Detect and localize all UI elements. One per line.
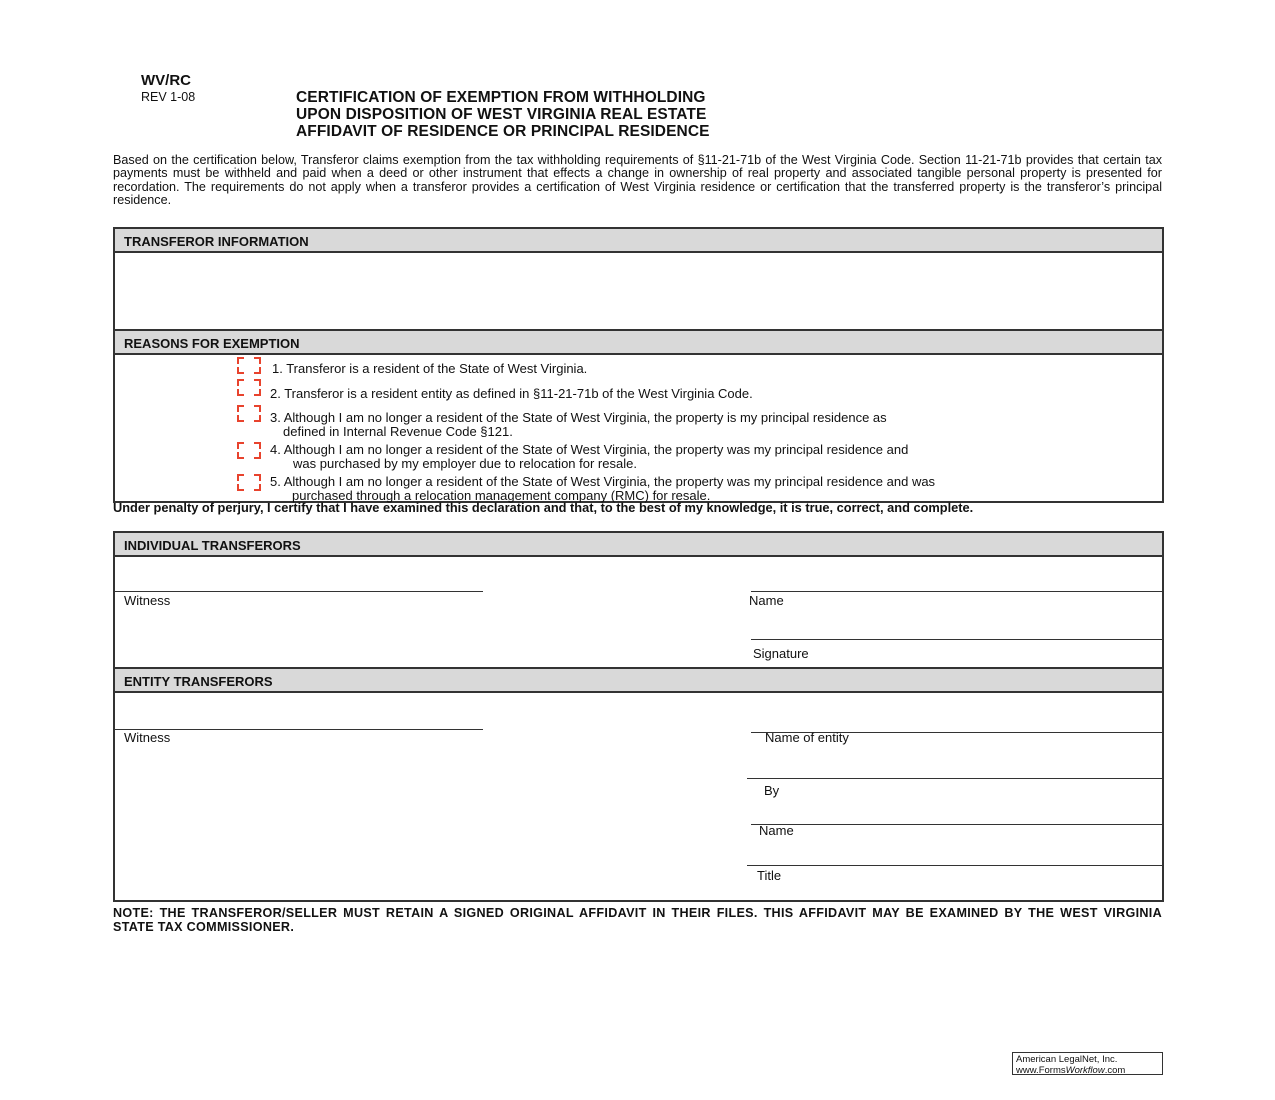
- entity-by-line[interactable]: [747, 778, 1162, 779]
- publisher-stamp: [1012, 1052, 1163, 1075]
- transferor-information-section: [113, 227, 1164, 332]
- entity-by-label: By: [764, 783, 780, 798]
- form-title-line-2: UPON DISPOSITION OF WEST VIRGINIA REAL ESTATE: [296, 106, 707, 123]
- individual-name-label: Name: [749, 593, 784, 608]
- entity-title-line[interactable]: [747, 865, 1162, 866]
- reason-3-checkbox[interactable]: [237, 405, 261, 422]
- entity-person-name-line[interactable]: [751, 824, 1162, 825]
- transferor-information-field[interactable]: [115, 253, 1162, 330]
- publisher-url: www.FormsWorkflow.com: [1016, 1065, 1126, 1076]
- entity-transferors-section: [113, 667, 1164, 902]
- individual-witness-line[interactable]: [115, 591, 483, 592]
- entity-person-name-label: Name: [759, 823, 794, 838]
- reason-5-checkbox[interactable]: [237, 474, 261, 491]
- individual-witness-label: Witness: [124, 593, 171, 608]
- form-revision: REV 1-08: [141, 90, 196, 104]
- form-title-line-3: AFFIDAVIT OF RESIDENCE OR PRINCIPAL RESIDENCE: [296, 123, 710, 140]
- reason-4-label: 4. Although I am no longer a resident of the State of West Virginia, the property was my principal residence and was purchased by my employer due to relocation for resale.: [270, 442, 909, 471]
- perjury-statement: Under penalty of perjury, I certify that I have examined this declaration and that, to the best of my knowledge, it is true, correct, and complete.: [113, 500, 974, 515]
- individual-signature-line[interactable]: [751, 639, 1162, 640]
- reason-4-checkbox[interactable]: [237, 442, 261, 459]
- section-heading: ENTITY TRANSFERORS: [115, 669, 1162, 693]
- reason-1-label: 1. Transferor is a resident of the State of West Virginia.: [272, 361, 588, 376]
- individual-transferors-section: [113, 531, 1164, 670]
- reasons-for-exemption-section: [113, 329, 1164, 503]
- reason-5-label: 5. Although I am no longer a resident of the State of West Virginia, the property was my principal residence and was purchased through a relocation management company (RMC) for resale.: [270, 474, 936, 503]
- retention-note: NOTE: THE TRANSFEROR/SELLER MUST RETAIN A SIGNED ORIGINAL AFFIDAVIT IN THEIR FILES. THIS AFFIDAVIT MAY BE EXAMINED BY THE WEST VIRGINIA STATE TAX COMMISSIONER.: [113, 906, 1162, 934]
- individual-signature-label: Signature: [753, 646, 809, 661]
- publisher-name: American LegalNet, Inc.: [1016, 1054, 1118, 1065]
- intro-paragraph: Based on the certification below, Transferor claims exemption from the tax withholding requirements of §11-21-71b of the West Virginia Code. Section 11-21-71b provides that certain tax payments must be withheld and paid when a deed or other instrument that effects a change in ownership of real property and associated tangible personal property is presented for recordation. The requirements do not apply when a transferor provides a certification of West Virginia residence or certification that the transferred property is the transferor’s principal residence.: [113, 153, 1162, 208]
- form-id: WV/RC: [141, 72, 191, 89]
- entity-title-label: Title: [757, 868, 782, 883]
- section-heading: INDIVIDUAL TRANSFERORS: [115, 533, 1162, 557]
- individual-name-line[interactable]: [751, 591, 1162, 592]
- reason-1-checkbox[interactable]: [237, 357, 261, 374]
- reason-2-checkbox[interactable]: [237, 379, 261, 396]
- section-heading: REASONS FOR EXEMPTION: [115, 331, 1162, 355]
- entity-witness-label: Witness: [124, 730, 171, 745]
- reason-3-label: 3. Although I am no longer a resident of the State of West Virginia, the property is my principal residence as defined in Internal Revenue Code §121.: [270, 410, 887, 439]
- form-title-line-1: CERTIFICATION OF EXEMPTION FROM WITHHOLDING: [296, 89, 706, 106]
- reason-2-label: 2. Transferor is a resident entity as defined in §11-21-71b of the West Virginia Code.: [270, 386, 753, 401]
- section-heading: TRANSFEROR INFORMATION: [115, 229, 1162, 253]
- entity-name-label: Name of entity: [765, 730, 849, 745]
